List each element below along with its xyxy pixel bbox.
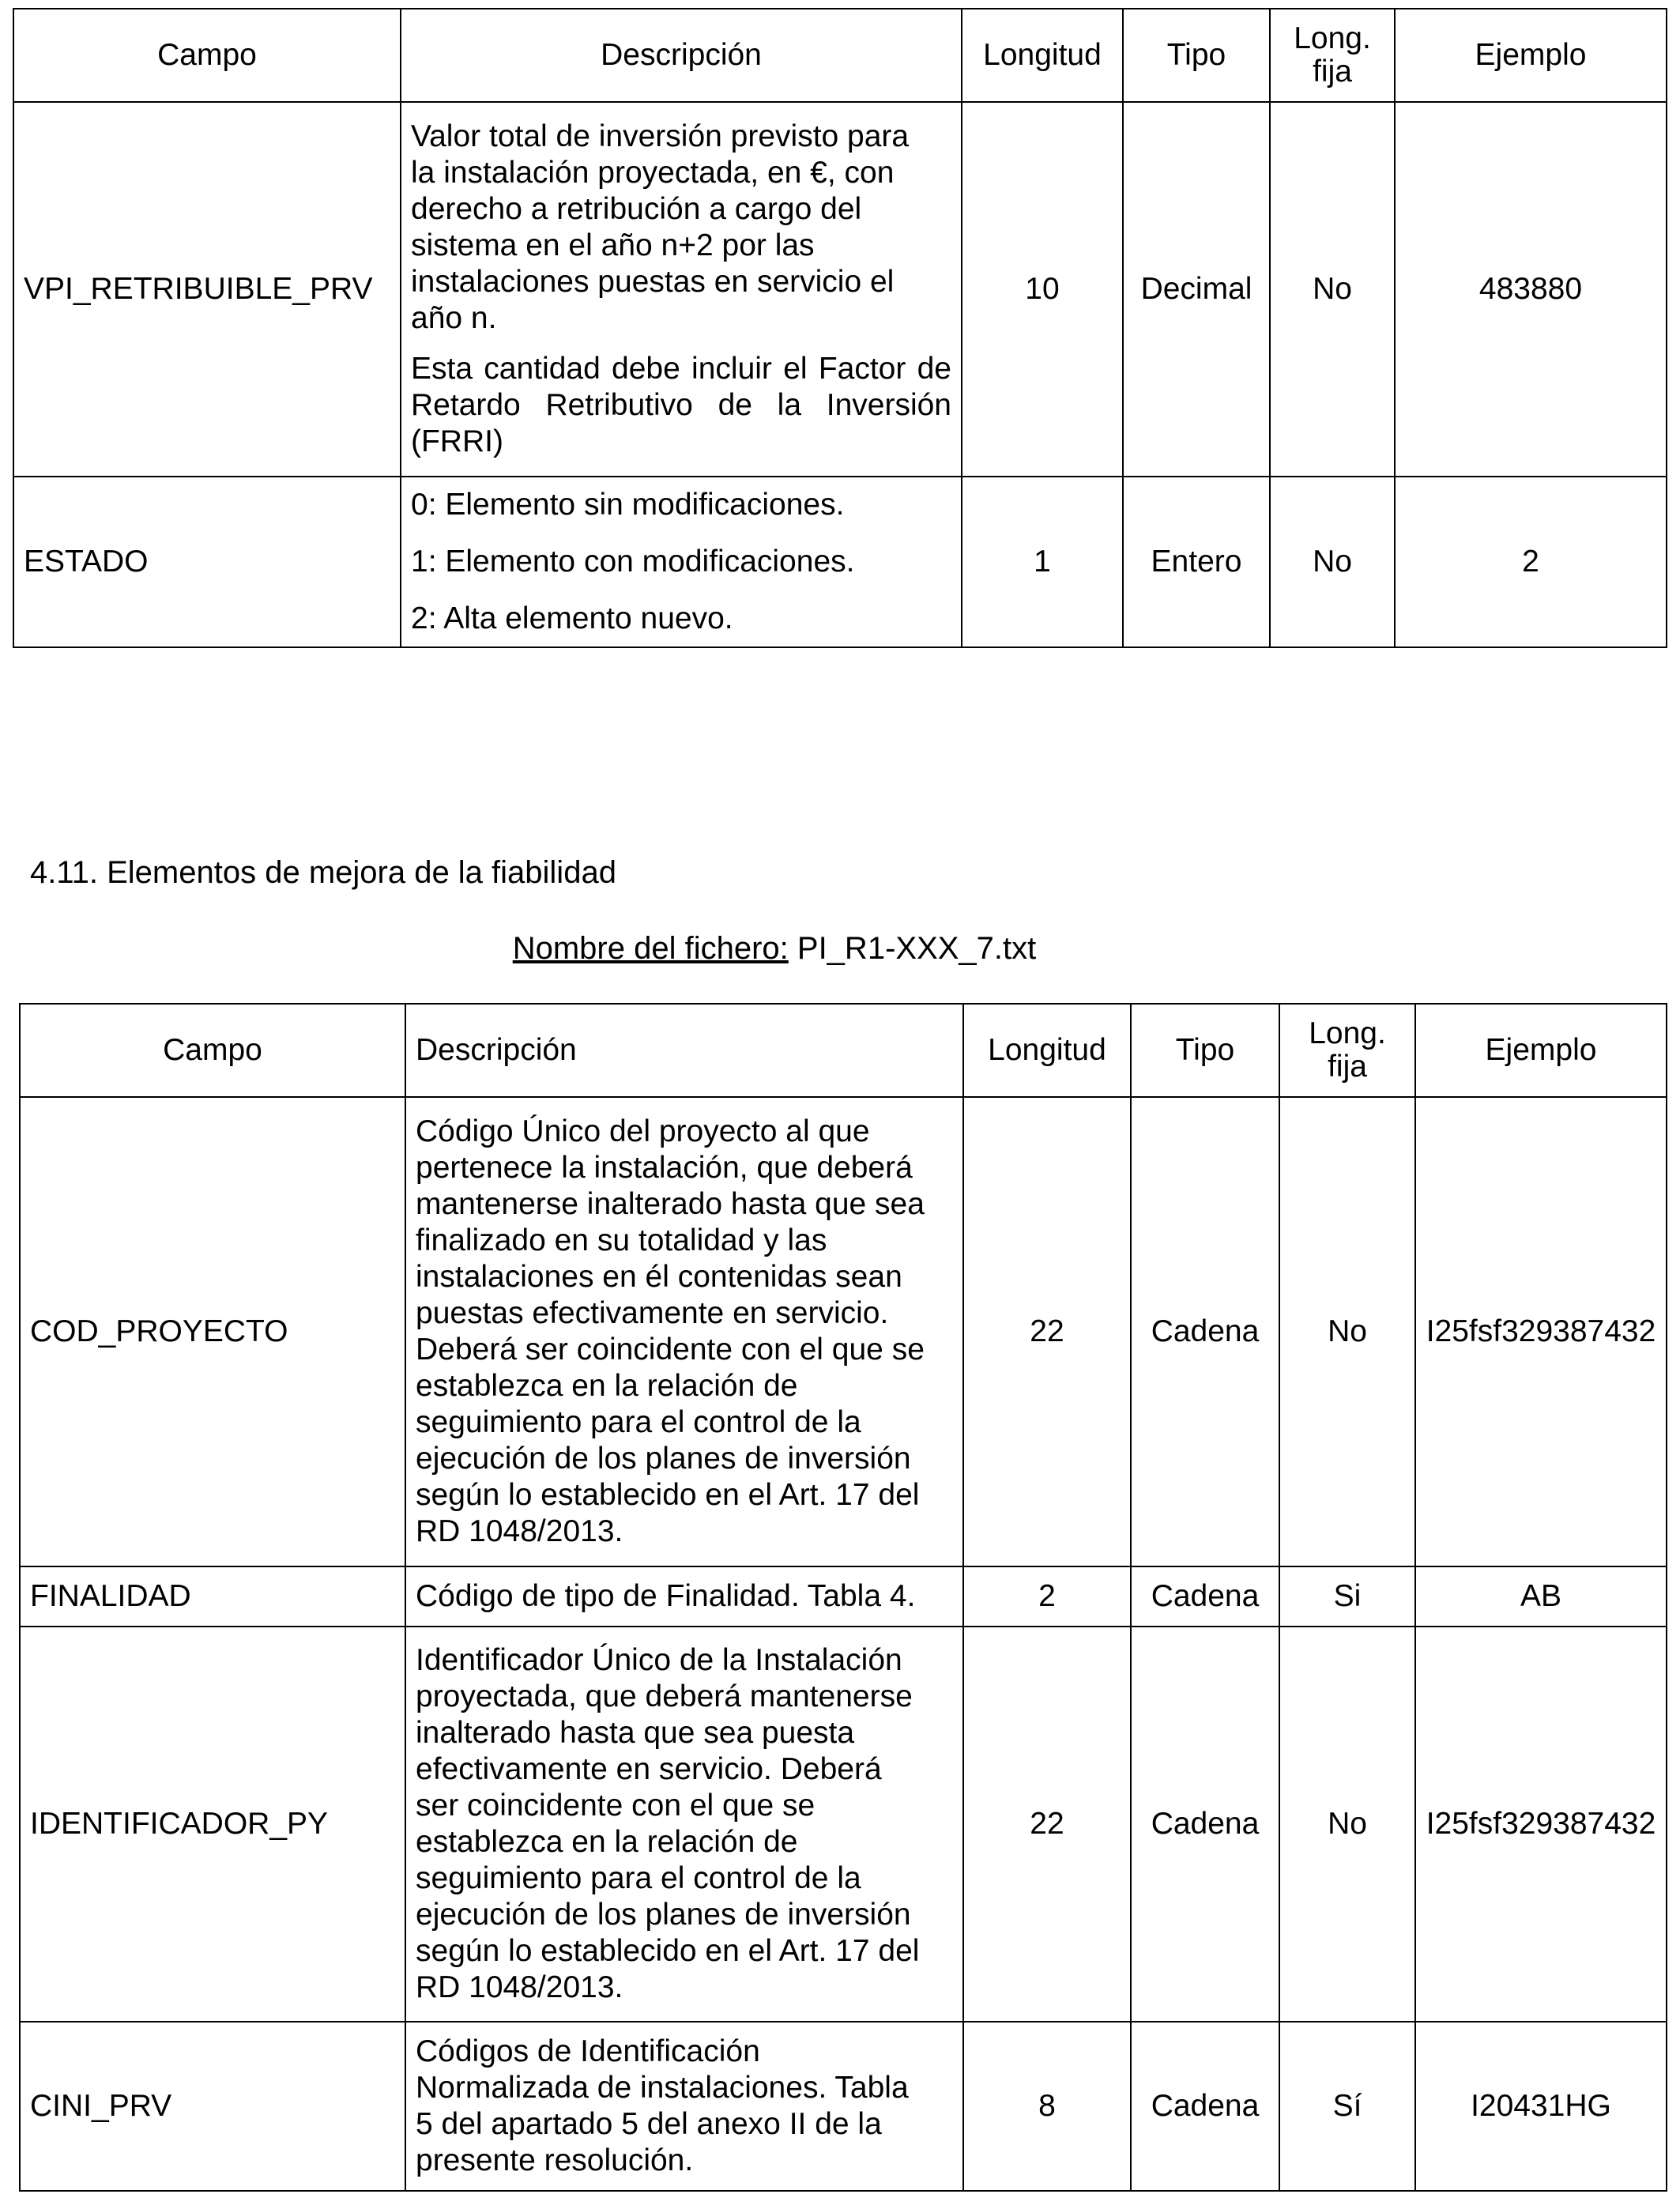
description-line: ejecución de los planes de inversión <box>416 1442 911 1476</box>
description-line: sistema en el año n+2 por las <box>411 228 815 262</box>
table-header-row <box>20 1004 1667 1097</box>
header-tipo: Tipo <box>1123 9 1270 102</box>
header-descripcion: Descripción <box>405 1004 963 1097</box>
file-name-value: PI_R1-XXX_7.txt <box>797 931 1037 966</box>
cell-long-fija: No <box>1270 102 1395 477</box>
description-line: pertenece la instalación, que deberá <box>416 1151 913 1185</box>
header-tipo: Tipo <box>1131 1004 1279 1097</box>
cell-campo: CINI_PRV <box>20 2022 405 2191</box>
cell-long-fija: Sí <box>1279 2022 1415 2191</box>
header-long-fija-line1: Long. <box>1294 21 1371 55</box>
cell-tipo: Cadena <box>1131 1627 1279 2022</box>
description-line: derecho a retribución a cargo del <box>411 192 862 226</box>
cell-longitud: 22 <box>963 1627 1131 2022</box>
cell-campo: FINALIDAD <box>20 1566 405 1627</box>
cell-campo: ESTADO <box>13 477 401 647</box>
table-row <box>20 2022 1667 2191</box>
description-item: 0: Elemento sin modificaciones. <box>411 488 845 522</box>
fields-table-2 <box>19 1003 1667 2192</box>
description-line: 5 del apartado 5 del anexo II de la <box>416 2107 882 2141</box>
cell-descripcion <box>405 1566 963 1627</box>
table-row <box>20 1566 1667 1627</box>
description-line: finalizado en su totalidad y las <box>416 1223 827 1257</box>
cell-long-fija: No <box>1279 1097 1415 1566</box>
cell-descripcion <box>405 1097 963 1566</box>
file-name <box>0 929 1549 967</box>
header-long-fija <box>1270 9 1395 102</box>
header-longitud: Longitud <box>962 9 1123 102</box>
header-long-fija-line2: fija <box>1313 55 1352 89</box>
header-longitud: Longitud <box>963 1004 1131 1097</box>
cell-tipo: Cadena <box>1131 2022 1279 2191</box>
cell-campo: IDENTIFICADOR_PY <box>20 1627 405 2022</box>
cell-ejemplo: 483880 <box>1395 102 1667 477</box>
cell-longitud: 8 <box>963 2022 1131 2191</box>
description-line: ser coincidente con el que se <box>416 1789 816 1823</box>
cell-campo: VPI_RETRIBUIBLE_PRV <box>13 102 401 477</box>
cell-longitud: 1 <box>962 477 1123 647</box>
description-line: ejecución de los planes de inversión <box>416 1898 911 1932</box>
description-paragraph <box>416 2034 953 2179</box>
description-line: Deberá ser coincidente con el que se <box>416 1333 925 1367</box>
description-line: RD 1048/2013. <box>416 1514 623 1548</box>
description-paragraph <box>416 1642 953 2006</box>
cell-long-fija: No <box>1270 477 1395 647</box>
table-row <box>20 1627 1667 2022</box>
cell-descripcion <box>405 2022 963 2191</box>
cell-longitud: 10 <box>962 102 1123 477</box>
description-line: mantenerse inalterado hasta que sea <box>416 1187 925 1221</box>
cell-campo: COD_PROYECTO <box>20 1097 405 1566</box>
description-line: presente resolución. <box>416 2143 694 2177</box>
description-line: establezca en la relación de <box>416 1825 798 1859</box>
cell-longitud: 22 <box>963 1097 1131 1566</box>
header-campo: Campo <box>20 1004 405 1097</box>
cell-ejemplo: AB <box>1415 1566 1667 1627</box>
header-ejemplo: Ejemplo <box>1395 9 1667 102</box>
cell-ejemplo: 2 <box>1395 477 1667 647</box>
cell-ejemplo: I25fsf329387432 <box>1415 1627 1667 2022</box>
cell-long-fija: Si <box>1279 1566 1415 1627</box>
cell-tipo: Decimal <box>1123 102 1270 477</box>
header-long-fija-line1: Long. <box>1309 1016 1386 1050</box>
description-line: Identificador Único de la Instalación <box>416 1643 902 1677</box>
description-paragraph <box>411 119 951 337</box>
description-line: Códigos de Identificación <box>416 2034 760 2068</box>
table-row <box>13 477 1667 647</box>
cell-tipo: Entero <box>1123 477 1270 647</box>
table-row <box>20 1097 1667 1566</box>
description-line: instalaciones puestas en servicio el <box>411 265 895 299</box>
description-line: proyectada, que deberá mantenerse <box>416 1679 913 1713</box>
cell-long-fija: No <box>1279 1627 1415 2022</box>
file-name-label: Nombre del fichero: <box>512 931 789 966</box>
description-line: Código Único del proyecto al que <box>416 1114 870 1148</box>
cell-ejemplo: I20431HG <box>1415 2022 1667 2191</box>
table-row <box>13 102 1667 477</box>
description-line: la instalación proyectada, en €, con <box>411 156 895 190</box>
description-line: instalaciones en él contenidas sean <box>416 1260 902 1294</box>
description-line: según lo establecido en el Art. 17 del <box>416 1934 920 1968</box>
header-descripcion: Descripción <box>401 9 962 102</box>
description-line: seguimiento para el control de la <box>416 1861 861 1895</box>
header-long-fija-line2: fija <box>1328 1050 1367 1084</box>
cell-tipo: Cadena <box>1131 1566 1279 1627</box>
description-item: 2: Alta elemento nuevo. <box>411 601 733 635</box>
description-line: inalterado hasta que sea puesta <box>416 1716 855 1750</box>
cell-descripcion <box>401 477 962 647</box>
description-item: 1: Elemento con modificaciones. <box>411 545 855 579</box>
description-line: Código de tipo de Finalidad. Tabla 4. <box>416 1579 916 1613</box>
description-line: establezca en la relación de <box>416 1369 798 1403</box>
description-line: año n. <box>411 301 497 335</box>
fields-table-1 <box>13 8 1667 648</box>
header-campo: Campo <box>13 9 401 102</box>
description-line: efectivamente en servicio. Deberá <box>416 1752 882 1786</box>
description-line: RD 1048/2013. <box>416 1970 623 2004</box>
description-line: según lo establecido en el Art. 17 del <box>416 1478 920 1512</box>
description-line: puestas efectivamente en servicio. <box>416 1296 889 1330</box>
description-paragraph <box>416 1114 953 1550</box>
description-note: Esta cantidad debe incluir el Factor de Retardo Retributivo de la Inversión (FRRI) <box>411 352 951 458</box>
table-header-row <box>13 9 1667 102</box>
description-line: Normalizada de instalaciones. Tabla <box>416 2071 909 2105</box>
header-long-fija <box>1279 1004 1415 1097</box>
section-heading: 4.11. Elementos de mejora de la fiabilidad <box>30 855 616 890</box>
cell-descripcion <box>401 102 962 477</box>
cell-tipo: Cadena <box>1131 1097 1279 1566</box>
cell-longitud: 2 <box>963 1566 1131 1627</box>
cell-descripcion <box>405 1627 963 2022</box>
description-line: seguimiento para el control de la <box>416 1405 861 1439</box>
header-ejemplo: Ejemplo <box>1415 1004 1667 1097</box>
description-line: Valor total de inversión previsto para <box>411 119 910 153</box>
cell-ejemplo: I25fsf329387432 <box>1415 1097 1667 1566</box>
